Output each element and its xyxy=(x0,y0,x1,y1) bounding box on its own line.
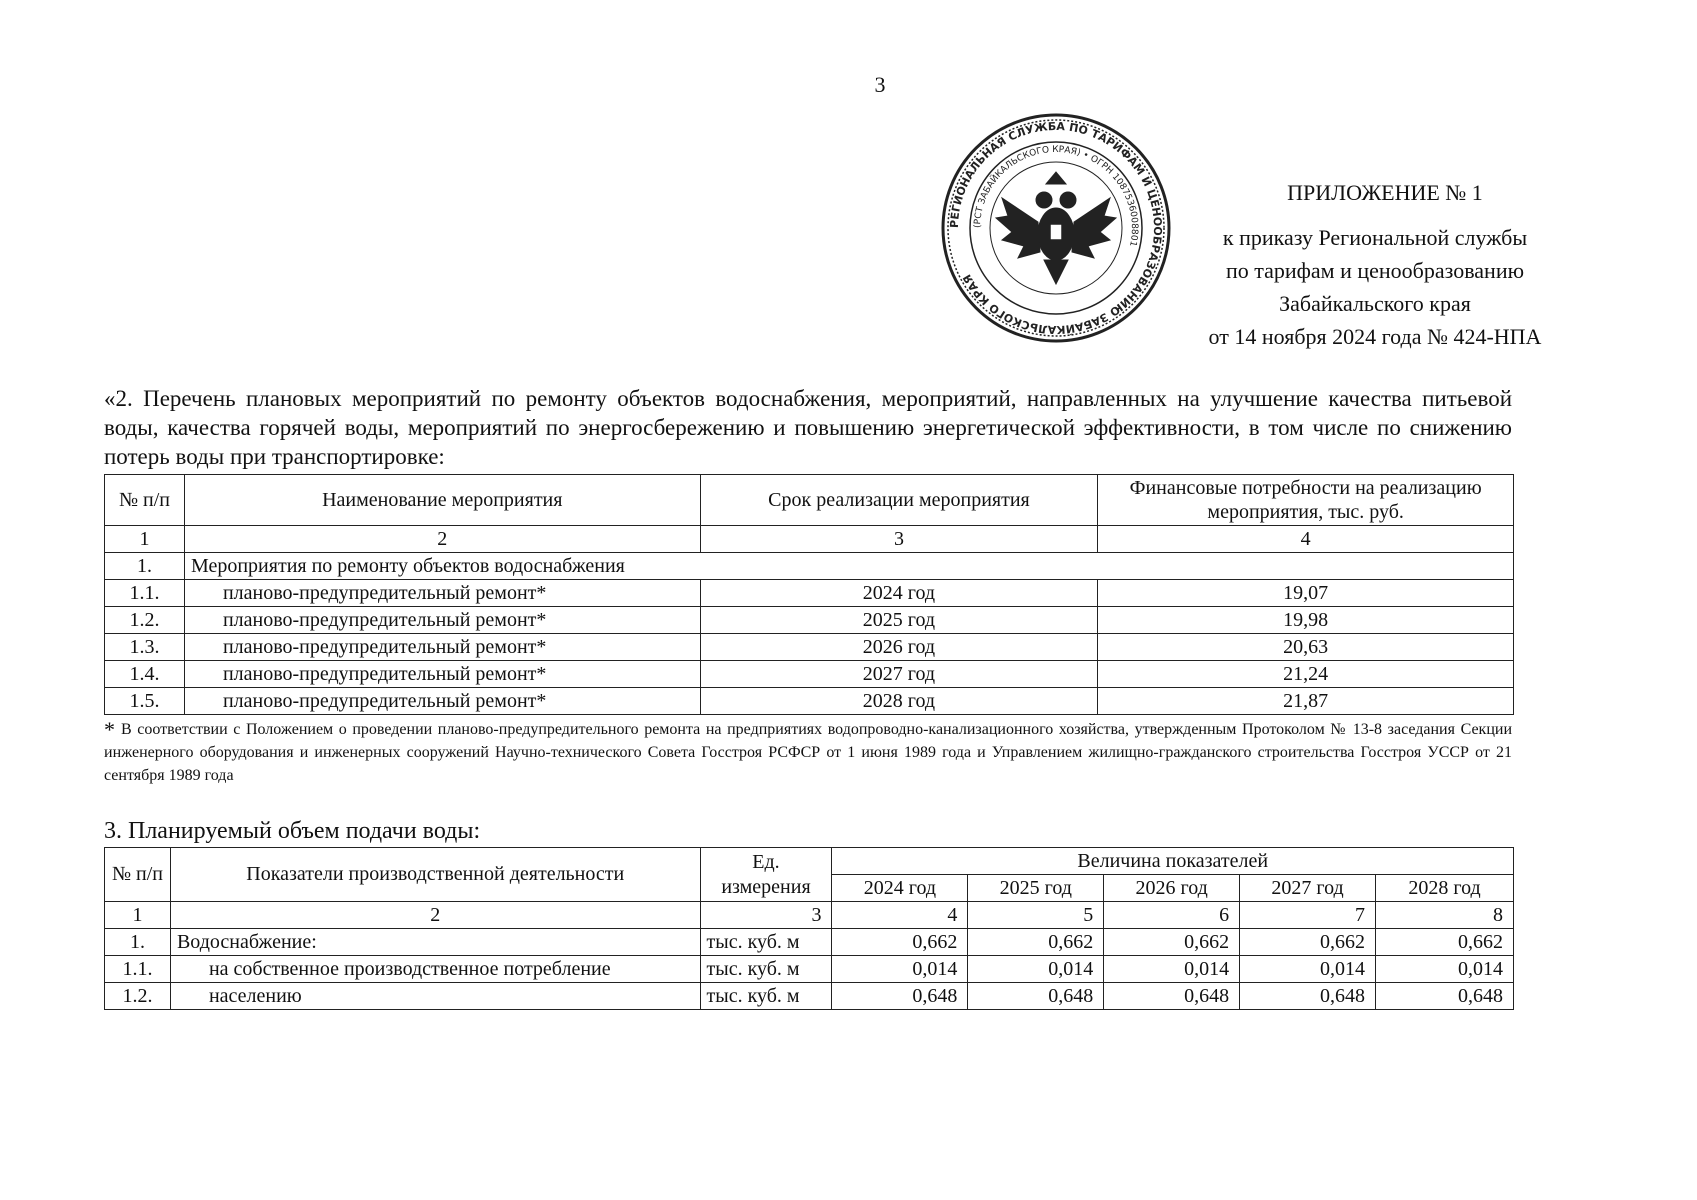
section-3-title: 3. Планируемый объем подачи воды: xyxy=(104,818,481,844)
row-number: 1.1. xyxy=(105,580,185,607)
col-number: 4 xyxy=(832,902,968,929)
table-row xyxy=(105,929,1514,956)
measure-term: 2025 год xyxy=(700,607,1098,634)
measure-term: 2028 год xyxy=(700,688,1098,715)
group-name: Мероприятия по ремонту объектов водоснабжения xyxy=(184,553,1513,580)
water-supply-volume-table xyxy=(104,847,1514,1010)
column-number-row xyxy=(105,902,1514,929)
row-number: 1.1. xyxy=(105,956,171,983)
indicator-value: 0,662 xyxy=(1240,929,1376,956)
year-header: 2025 год xyxy=(968,875,1104,902)
indicator-value: 0,662 xyxy=(1104,929,1240,956)
group-row xyxy=(105,553,1514,580)
year-header: 2028 год xyxy=(1376,875,1514,902)
footnote xyxy=(104,718,1512,787)
col-number: 5 xyxy=(968,902,1104,929)
page-number: 3 xyxy=(874,72,886,97)
section-2-title: «2. Перечень плановых мероприятий по ремонту объектов водоснабжения, мероприятий, направленных на улучшение качества питьевой воды, качества горячей воды, мероприятий по энергосбережению и повышению энергетической эффективности, в том числе по снижению потерь воды при транспортировке: xyxy=(104,386,1512,469)
unit: тыс. куб. м xyxy=(700,956,832,983)
row-number: 1.3. xyxy=(105,634,185,661)
col-header: Показатели производственной деятельности xyxy=(170,848,700,902)
indicator-value: 0,014 xyxy=(1240,956,1376,983)
col-number: 3 xyxy=(700,526,1098,553)
indicator-value: 0,014 xyxy=(968,956,1104,983)
col-number: 2 xyxy=(184,526,700,553)
col-number: 7 xyxy=(1240,902,1376,929)
measure-cost: 21,87 xyxy=(1098,688,1514,715)
col-header: Финансовые потребности на реализацию мероприятия, тыс. руб. xyxy=(1098,475,1514,526)
indicator-name: Водоснабжение: xyxy=(170,929,700,956)
appendix-header xyxy=(1160,176,1550,353)
indicator-value: 0,648 xyxy=(1376,983,1514,1010)
unit: тыс. куб. м xyxy=(700,983,832,1010)
row-number: 1.4. xyxy=(105,661,185,688)
repair-measures-table xyxy=(104,474,1514,715)
seal-outer-text: РЕГИОНАЛЬНАЯ СЛУЖБА ПО ТАРИФАМ И ЦЕНООБРАЗОВАНИЮ ЗАБАЙКАЛЬСКОГО КРАЯ xyxy=(947,119,1165,337)
year-header: 2027 год xyxy=(1240,875,1376,902)
col-header: Наименование мероприятия xyxy=(184,475,700,526)
appendix-line: по тарифам и ценообразованию xyxy=(1225,258,1525,283)
indicator-value: 0,648 xyxy=(1240,983,1376,1010)
year-header: 2024 год xyxy=(832,875,968,902)
col-number: 8 xyxy=(1376,902,1514,929)
seal-inner-text: (РСТ ЗАБАЙКАЛЬСКОГО КРАЯ) • ОГРН 1087536008801 xyxy=(972,144,1140,248)
measure-name: планово-предупредительный ремонт* xyxy=(184,607,700,634)
indicator-value: 0,662 xyxy=(832,929,968,956)
col-number: 6 xyxy=(1104,902,1240,929)
indicator-name: населению xyxy=(170,983,700,1010)
measure-cost: 21,24 xyxy=(1098,661,1514,688)
appendix-title: ПРИЛОЖЕНИЕ № 1 xyxy=(1287,180,1483,205)
indicator-value: 0,662 xyxy=(968,929,1104,956)
eagle-emblem-icon xyxy=(996,172,1116,284)
measure-name: планово-предупредительный ремонт* xyxy=(184,661,700,688)
col-number: 1 xyxy=(105,902,171,929)
table-row xyxy=(105,661,1514,688)
table-row xyxy=(105,607,1514,634)
footnote-mark: * xyxy=(104,717,115,742)
indicator-value: 0,648 xyxy=(968,983,1104,1010)
col-header: № п/п xyxy=(105,848,171,902)
unit: тыс. куб. м xyxy=(700,929,832,956)
appendix-line: от 14 ноября 2024 года № 424-НПА xyxy=(1208,324,1542,349)
official-seal xyxy=(940,112,1172,344)
table-header-row xyxy=(105,475,1514,526)
appendix-line: к приказу Региональной службы xyxy=(1222,225,1528,250)
indicator-value: 0,014 xyxy=(1376,956,1514,983)
measure-cost: 19,98 xyxy=(1098,607,1514,634)
table-row xyxy=(105,983,1514,1010)
col-header: № п/п xyxy=(105,475,185,526)
indicator-value: 0,648 xyxy=(1104,983,1240,1010)
column-number-row xyxy=(105,526,1514,553)
col-header: Срок реализации мероприятия xyxy=(700,475,1098,526)
measure-term: 2026 год xyxy=(700,634,1098,661)
measure-term: 2024 год xyxy=(700,580,1098,607)
footnote-text: В соответствии с Положением о проведении планово-предупредительного ремонта на предприятиях водопроводно-канализационного хозяйства, утвержденным Протоколом № 13-8 заседания Секции инженерного оборудования и инженерных сооружений Научно-технического Совета Госстроя РСФСР от 1 июня 1989 года и Управлением жилищно-гражданского строительства Госстроя УССР от 21 сентября 1989 года xyxy=(104,721,1512,784)
col-header: Ед. измерения xyxy=(700,848,832,902)
indicator-value: 0,662 xyxy=(1376,929,1514,956)
table-row xyxy=(105,956,1514,983)
row-number: 1.2. xyxy=(105,983,171,1010)
appendix-line: Забайкальского края xyxy=(1279,291,1471,316)
table-row xyxy=(105,688,1514,715)
indicator-value: 0,648 xyxy=(832,983,968,1010)
measure-name: планово-предупредительный ремонт* xyxy=(184,688,700,715)
row-number: 1.5. xyxy=(105,688,185,715)
col-header: Величина показателей xyxy=(832,848,1514,875)
indicator-value: 0,014 xyxy=(832,956,968,983)
indicator-value: 0,014 xyxy=(1104,956,1240,983)
row-number: 1.2. xyxy=(105,607,185,634)
row-number: 1. xyxy=(105,553,185,580)
measure-cost: 19,07 xyxy=(1098,580,1514,607)
indicator-name: на собственное производственное потребление xyxy=(170,956,700,983)
col-number: 4 xyxy=(1098,526,1514,553)
table-header-row xyxy=(105,848,1514,875)
measure-term: 2027 год xyxy=(700,661,1098,688)
table-row xyxy=(105,634,1514,661)
year-header: 2026 год xyxy=(1104,875,1240,902)
measure-name: планово-предупредительный ремонт* xyxy=(184,634,700,661)
measure-cost: 20,63 xyxy=(1098,634,1514,661)
measure-name: планово-предупредительный ремонт* xyxy=(184,580,700,607)
col-number: 2 xyxy=(170,902,700,929)
col-number: 3 xyxy=(700,902,832,929)
col-number: 1 xyxy=(105,526,185,553)
table-row xyxy=(105,580,1514,607)
row-number: 1. xyxy=(105,929,171,956)
